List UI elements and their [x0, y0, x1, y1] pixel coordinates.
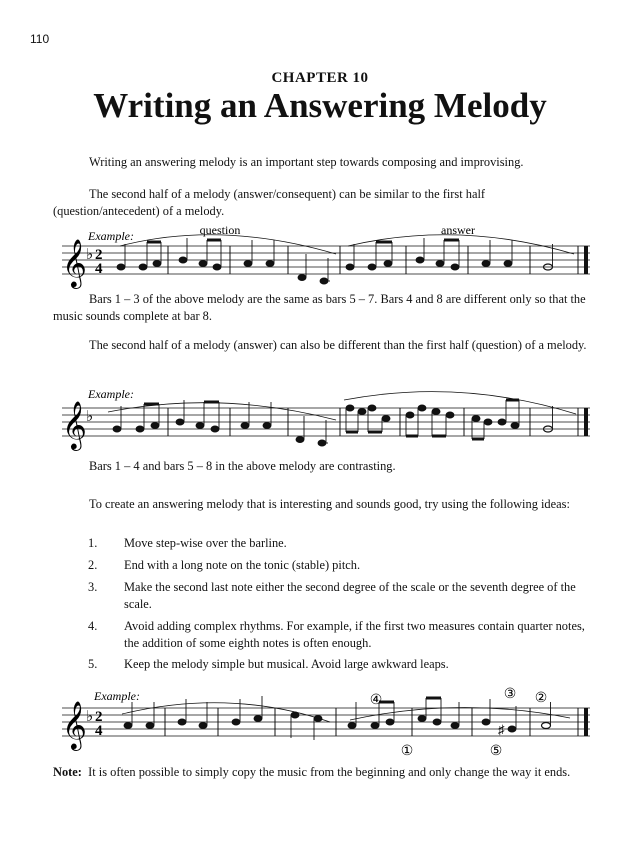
question-label: question [199, 223, 241, 237]
example-label: Example: [94, 689, 140, 703]
answer-label: answer [441, 223, 475, 237]
notes [117, 238, 512, 284]
circle-label-3: ③ [503, 687, 517, 702]
paragraph-bars-same: Bars 1 – 3 of the above melody are the same as bars 5 – 7. Bars 4 and 8 are different only so that the music sounds complete at bar 8. [53, 292, 586, 323]
final-barline [584, 246, 588, 274]
flat-icon: ♭ [86, 409, 94, 425]
flat-icon: ♭ [86, 709, 94, 725]
time-bottom: 4 [95, 261, 103, 277]
chapter-heading: CHAPTER 10 [271, 70, 369, 86]
half-note [542, 723, 551, 729]
list-item: 2. End with a long note on the tonic (stable) pitch. [88, 558, 361, 572]
final-barline [584, 408, 588, 436]
slur-first [122, 703, 330, 722]
note-paragraph: Note: It is often possible to simply copy the music from the beginning and only change the way it ends. [53, 765, 571, 779]
page-number: 110 [30, 32, 50, 46]
time-bottom: 4 [95, 723, 103, 739]
circle-label-5: ⑤ [489, 744, 503, 759]
slur-second [344, 392, 576, 414]
list-item: 4. Avoid adding complex rhythms. For example, if the first two measures contain quarter notes, the addition of some eighth notes is often enough. [88, 619, 585, 650]
list-item: 5. Keep the melody simple but musical. Avoid large awkward leaps. [88, 657, 449, 671]
slur-first [108, 403, 336, 420]
treble-clef-icon: 𝄞 [62, 703, 87, 749]
flat-icon: ♭ [86, 247, 94, 263]
circle-label-2: ② [534, 691, 548, 706]
time-top: 2 [95, 247, 103, 263]
circle-label-1: ① [400, 744, 414, 759]
treble-clef-icon: 𝄞 [62, 403, 87, 449]
time-top: 2 [95, 709, 103, 725]
music-example-1 [0, 222, 640, 292]
paragraph-contrasting: Bars 1 – 4 and bars 5 – 8 in the above melody are contrasting. [89, 459, 396, 473]
list-item: 3. Make the second last note either the second degree of the scale or the seventh degree of the scale. [88, 580, 576, 611]
slur-second [350, 707, 570, 720]
music-example-3 [0, 682, 640, 764]
slur-answer [348, 235, 574, 254]
music-example-2 [0, 384, 640, 454]
note-label: Note: [53, 765, 82, 779]
paragraph-intro: Writing an answering melody is an important step towards composing and improvising. [89, 155, 524, 169]
page-title: Writing an Answering Melody [93, 86, 547, 125]
list-item: 1. Move step-wise over the barline. [88, 536, 287, 550]
example-label: Example: [88, 229, 134, 243]
notes [113, 400, 519, 446]
circle-label-4: ④ [369, 693, 383, 708]
final-barline [584, 708, 588, 736]
paragraph-ideas: To create an answering melody that is interesting and sounds good, try using the following ideas: [89, 497, 570, 511]
treble-clef-icon: 𝄞 [62, 241, 87, 287]
notes [124, 696, 516, 740]
example-label: Example: [88, 387, 134, 401]
paragraph-similar: The second half of a melody (answer/consequent) can be similar to the first half (question/antecedent) of a melody. [53, 187, 486, 218]
sharp-icon: ♯ [498, 722, 505, 737]
slur-question [120, 235, 336, 254]
paragraph-different: The second half of a melody (answer) can also be different than the first half (question) of a melody. [89, 338, 587, 352]
